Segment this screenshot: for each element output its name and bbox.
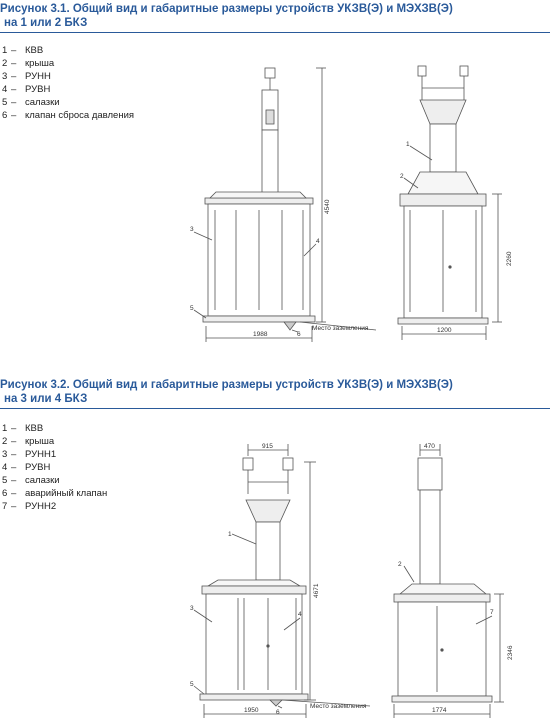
dim-height: 4540: [324, 199, 331, 214]
callout-6: 6: [297, 331, 301, 338]
legend-item: 4 – РУВН: [2, 84, 51, 95]
ground-label: Место заземления: [312, 325, 369, 332]
figure-2-title-line1: Рисунок 3.2. Общий вид и габаритные размеры устройств УКЗВ(Э) и МЭХЗВ(Э): [0, 379, 453, 391]
callout-4: 4: [298, 611, 302, 618]
callout-2: 2: [400, 173, 404, 180]
figure-2-drawing: [0, 410, 550, 724]
legend-item: 3 – РУНН: [2, 71, 51, 82]
figure-2-title-line2: на 3 или 4 БКЗ: [4, 393, 88, 405]
figure-1-drawing: [0, 0, 550, 360]
legend-item: 2 – крыша: [2, 58, 55, 69]
figure-1-title-line1: Рисунок 3.1. Общий вид и габаритные размеры устройств УКЗВ(Э) и МЭХЗВ(Э): [0, 3, 453, 15]
callout-3: 3: [190, 605, 194, 612]
dim-width: 1950: [244, 707, 259, 714]
legend-item: 7 – РУНН2: [2, 501, 57, 512]
dim-top-side: 470: [424, 443, 435, 450]
dim-width: 1988: [253, 331, 268, 338]
callout-2: 2: [398, 561, 402, 568]
legend-item: 2 – крыша: [2, 436, 55, 447]
dim-height-side: 2260: [506, 251, 513, 266]
legend-item: 5 – салазки: [2, 97, 60, 108]
side-view: [398, 66, 502, 340]
legend-item: 6 – аварийный клапан: [2, 488, 108, 499]
dim-height-side: 2346: [507, 645, 514, 660]
dim-top: 915: [262, 443, 273, 450]
callout-4: 4: [316, 238, 320, 245]
front-view: [194, 68, 376, 342]
callout-1: 1: [406, 141, 410, 148]
dim-width-side: 1774: [432, 707, 447, 714]
ground-label: Место заземления: [310, 703, 367, 710]
callout-6: 6: [276, 709, 280, 716]
callout-5: 5: [190, 305, 194, 312]
legend-item: 4 – РУВН: [2, 462, 51, 473]
legend-item: 3 – РУНН1: [2, 449, 57, 460]
callout-7: 7: [490, 609, 494, 616]
legend-item: 1 – КВВ: [2, 45, 44, 56]
legend-item: 6 – клапан сброса давления: [2, 110, 135, 121]
figure-2-title: [0, 378, 550, 409]
figure-1-title-line2: на 1 или 2 БКЗ: [4, 17, 88, 29]
legend-item: 5 – салазки: [2, 475, 60, 486]
callout-1: 1: [228, 531, 232, 538]
front-view: [194, 444, 370, 718]
side-view: [392, 444, 504, 718]
dim-width-side: 1200: [437, 327, 452, 334]
legend-item: 1 – КВВ: [2, 423, 44, 434]
dim-height: 4671: [313, 583, 320, 598]
callout-5: 5: [190, 681, 194, 688]
callout-3: 3: [190, 226, 194, 233]
